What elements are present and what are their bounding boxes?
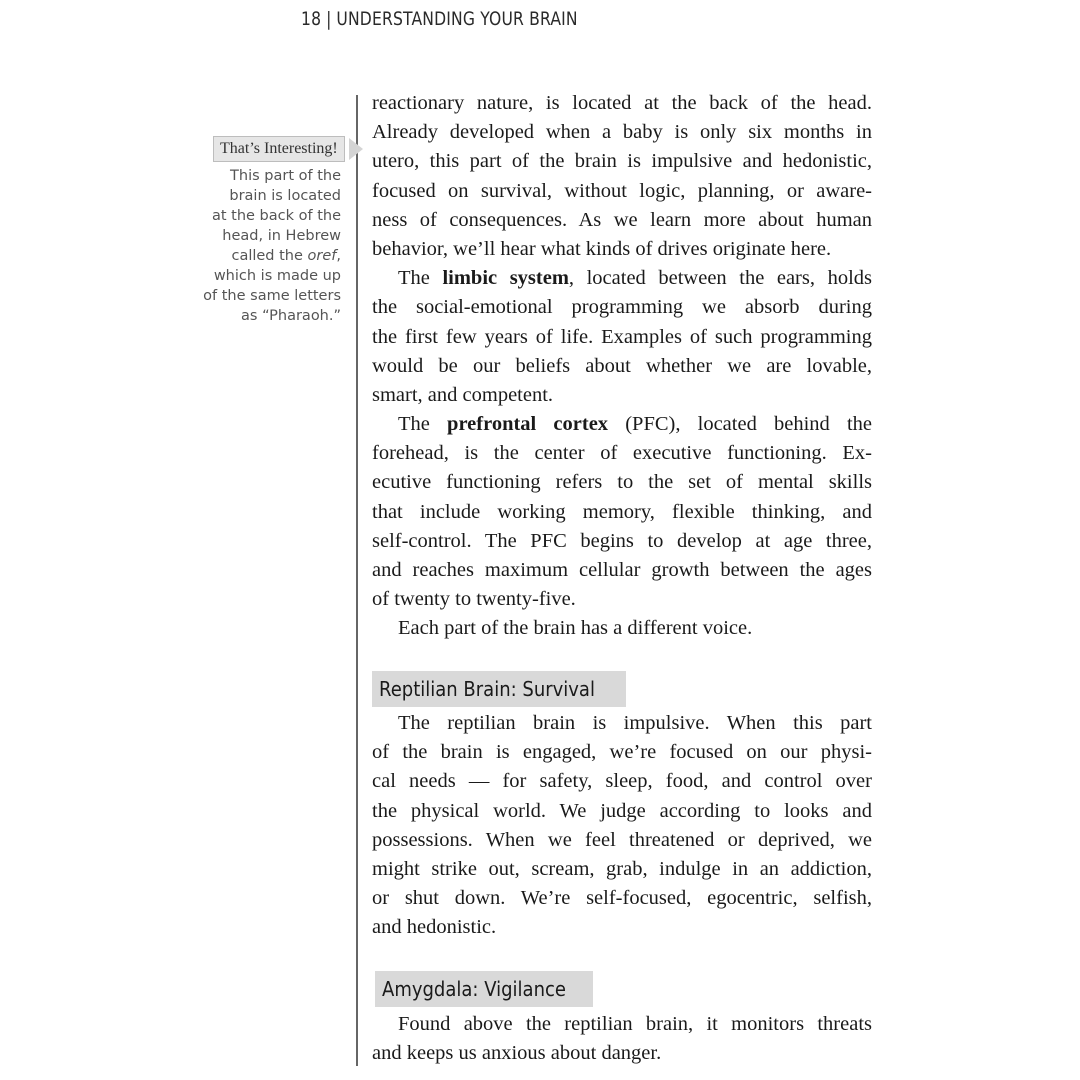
body-text [372, 89, 872, 644]
page-number: 18 [301, 8, 322, 30]
sidebar-line: at the back of the [211, 208, 341, 224]
sidebar-italic-term: oref [307, 248, 337, 264]
section-heading-amygdala [375, 971, 593, 1007]
text-line: utero, this part of the brain is impulsive and hedonistic, [372, 150, 872, 173]
sidebar-line: of the same letters [203, 288, 341, 304]
text-span: The [398, 267, 443, 290]
text-span: The [398, 413, 448, 436]
text-line: reactionary nature, is located at the back of the head. [372, 92, 872, 114]
text-line: and keeps us anxious about danger. [372, 1042, 662, 1065]
text-line: self-control. The PFC begins to develop at age three, [372, 529, 872, 552]
sidebar-line: This part of the [230, 168, 341, 184]
text-line: Each part of the brain has a different voice. [398, 617, 753, 640]
text-line: Already developed when a baby is only six months in [372, 121, 872, 144]
margin-rule [356, 95, 358, 1066]
text-line: cal needs — for safety, sleep, food, and control over [372, 770, 872, 793]
header-separator: | [326, 8, 332, 30]
sidebar-line: brain is located [229, 188, 341, 204]
chapter-title: UNDERSTANDING YOUR BRAIN [336, 8, 578, 30]
heading-text: Amygdala: Vigilance [382, 977, 566, 1001]
sidebar-note [191, 166, 341, 326]
sidebar-line: which is made up [213, 268, 341, 284]
text-line: ecutive functioning refers to the set of mental skills [372, 471, 872, 494]
text-line: possessions. When we feel threatened or deprived, we [372, 828, 872, 851]
running-head [301, 8, 578, 30]
text-line: might strike out, scream, grab, indulge in an addiction, [372, 857, 872, 880]
text-line: that include working memory, flexible thinking, and [372, 500, 872, 523]
sidebar-arrow-icon [349, 138, 363, 160]
text-line: or shut down. We’re self-focused, egocentric, selfish, [372, 887, 872, 910]
text-line: Found above the reptilian brain, it monitors threats [398, 1013, 872, 1035]
text-line: smart, and competent. [372, 383, 554, 406]
text-line: behavior, we’ll hear what kinds of drives originate here. [372, 237, 832, 260]
text-line: and reaches maximum cellular growth between the ages [372, 559, 872, 581]
text-line: ness of consequences. As we learn more about human [372, 208, 872, 231]
section-heading-reptilian [372, 671, 626, 707]
sidebar-label: That’s Interesting! [213, 136, 345, 162]
bold-term: limbic system [442, 267, 569, 290]
text-line: and hedonistic. [372, 916, 497, 939]
section-text-reptilian [372, 709, 872, 943]
sidebar-text: called the [231, 248, 308, 264]
heading-text: Reptilian Brain: Survival [379, 677, 595, 701]
text-span: , located between the ears, holds [568, 267, 872, 290]
sidebar-line: as “Pharaoh.” [241, 308, 341, 324]
text-line [372, 264, 872, 293]
text-line [372, 410, 872, 439]
bold-term: prefrontal cortex [447, 413, 609, 436]
text-line: focused on survival, without logic, planning, or aware- [372, 179, 872, 202]
text-line: forehead, is the center of executive functioning. Ex- [372, 442, 872, 465]
sidebar-line: head, in Hebrew [222, 228, 341, 244]
text-line: the first few years of life. Examples of such programming [372, 325, 872, 348]
text-line: the physical world. We judge according to looks and [372, 799, 872, 822]
text-line: the social-emotional programming we absorb during [372, 296, 872, 319]
text-line: of twenty to twenty-five. [372, 588, 576, 611]
section-text-amygdala [372, 1010, 872, 1068]
sidebar-line [191, 246, 341, 266]
text-span: (PFC), located behind the [608, 413, 872, 436]
text-line: The reptilian brain is impulsive. When this part [398, 712, 872, 734]
text-line: of the brain is engaged, we’re focused on our physi- [372, 741, 872, 764]
text-line: would be our beliefs about whether we are lovable, [372, 354, 872, 377]
sidebar-text: , [336, 248, 341, 264]
